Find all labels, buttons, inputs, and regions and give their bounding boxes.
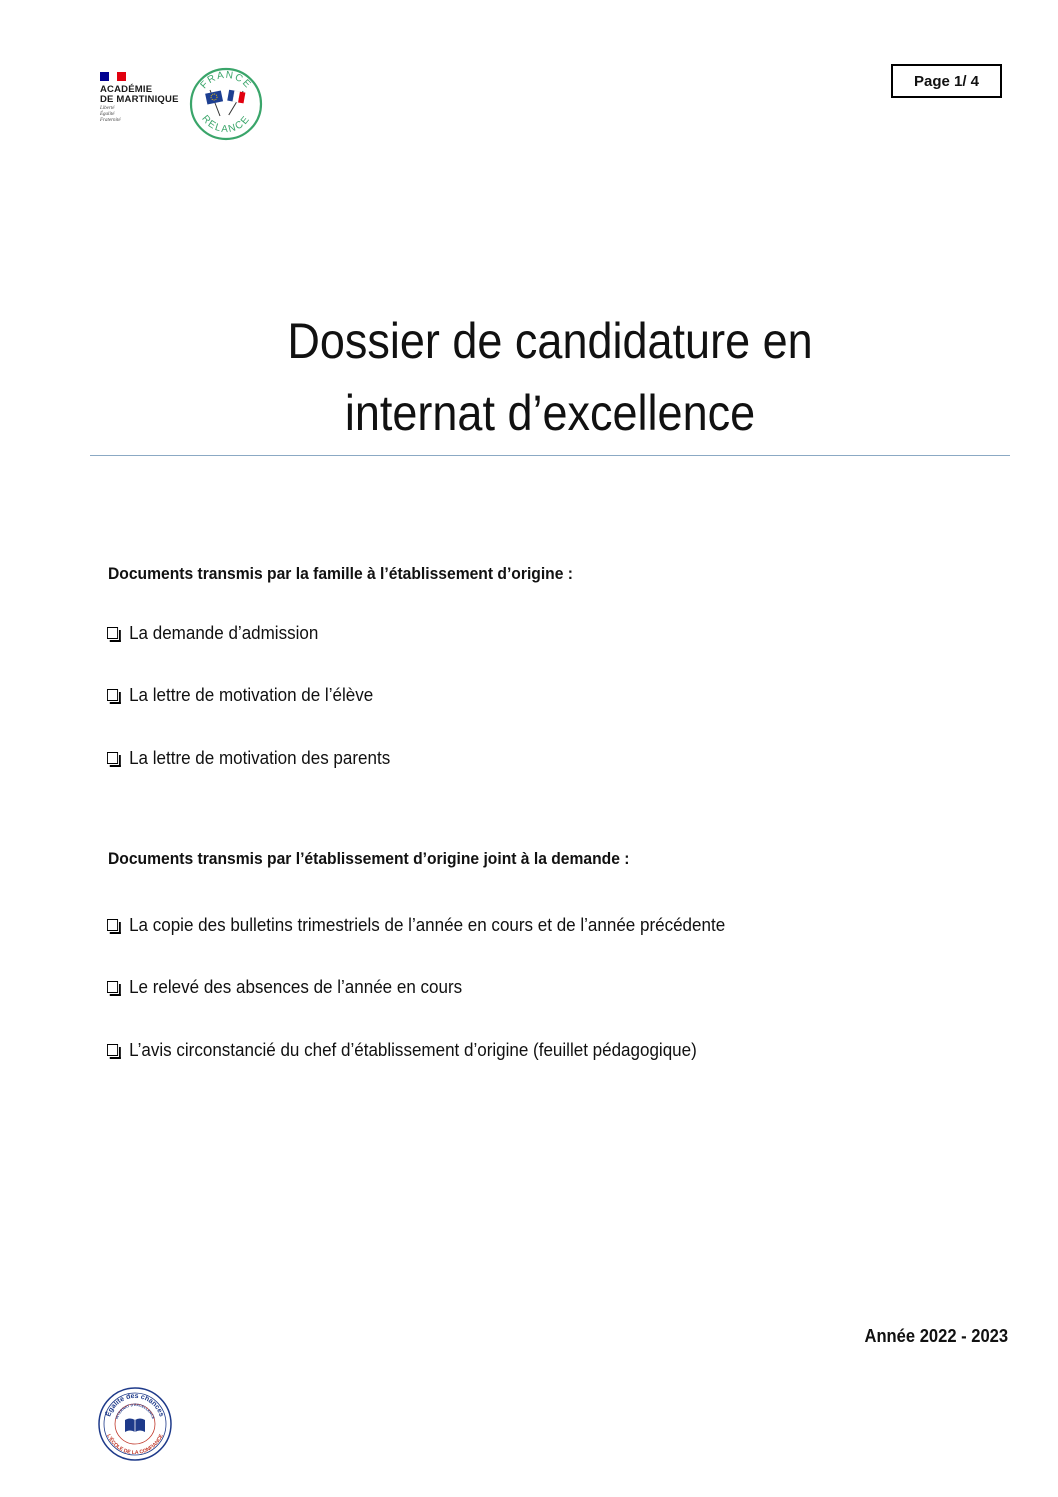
section-heading-etablissement: Documents transmis par l’établissement d’origine joint à la demande : <box>108 849 630 868</box>
checklist-item-label: Le relevé des absences de l’année en cours <box>129 976 463 997</box>
document-title <box>136 305 964 449</box>
checklist-item[interactable] <box>107 684 373 706</box>
seal-middle-text: INTERNAT D'EXCELLENCE <box>114 1402 156 1420</box>
checklist-item[interactable] <box>107 1039 697 1061</box>
checkbox-icon[interactable] <box>107 919 118 931</box>
title-line-1: Dossier de candidature en <box>287 313 813 369</box>
motto-liberte: Liberté <box>100 106 115 111</box>
checkbox-icon[interactable] <box>107 981 118 993</box>
internat-excellence-seal-logo <box>97 1386 173 1462</box>
eu-flag-icon <box>205 90 223 116</box>
svg-text:FRANCE <box>198 70 253 91</box>
title-divider <box>90 455 1010 456</box>
motto-fraternite: Fraternité <box>100 118 121 123</box>
motto-egalite: Égalité <box>100 112 115 117</box>
academie-name-line1: ACADÉMIE <box>100 84 153 95</box>
checklist-item-label: La demande d’admission <box>129 622 319 643</box>
svg-text:RELANCE <box>199 113 252 135</box>
seal-top-text: Égalité des chances <box>105 1392 165 1418</box>
relance-top-text: FRANCE <box>198 69 254 92</box>
checklist-item[interactable] <box>107 747 390 769</box>
section-heading-famille: Documents transmis par la famille à l’établissement d’origine : <box>108 564 574 583</box>
checkbox-icon[interactable] <box>107 1044 118 1056</box>
checklist-item-label: La lettre de motivation des parents <box>129 747 391 768</box>
checklist-item-label: La lettre de motivation de l’élève <box>129 684 374 705</box>
school-year: Année 2022 - 2023 <box>864 1326 1008 1346</box>
checklist-item-label: La copie des bulletins trimestriels de l’année en cours et de l’année précédente <box>129 914 726 935</box>
checklist-item[interactable] <box>107 914 725 936</box>
french-flag-icon <box>100 72 126 81</box>
page-indicator: Page 1/ 4 <box>891 64 1002 98</box>
academie-name-line2: DE MARTINIQUE <box>100 94 179 105</box>
french-flag-small-icon <box>225 89 246 117</box>
france-relance-logo <box>188 66 264 142</box>
title-line-2: internat d’excellence <box>344 385 756 441</box>
relance-bottom-text: RELANCE <box>199 113 253 136</box>
academie-martinique-logo <box>100 72 195 142</box>
checklist-item[interactable] <box>107 622 318 644</box>
checkbox-icon[interactable] <box>107 689 118 701</box>
checklist-item[interactable] <box>107 976 462 998</box>
checklist-item-label: L’avis circonstancié du chef d’établissement d’origine (feuillet pédagogique) <box>129 1039 697 1060</box>
book-icon <box>125 1419 145 1433</box>
seal-bottom-text: L'ÉCOLE DE LA CONFIANCE <box>105 1433 165 1457</box>
checkbox-icon[interactable] <box>107 752 118 764</box>
checkbox-icon[interactable] <box>107 627 118 639</box>
